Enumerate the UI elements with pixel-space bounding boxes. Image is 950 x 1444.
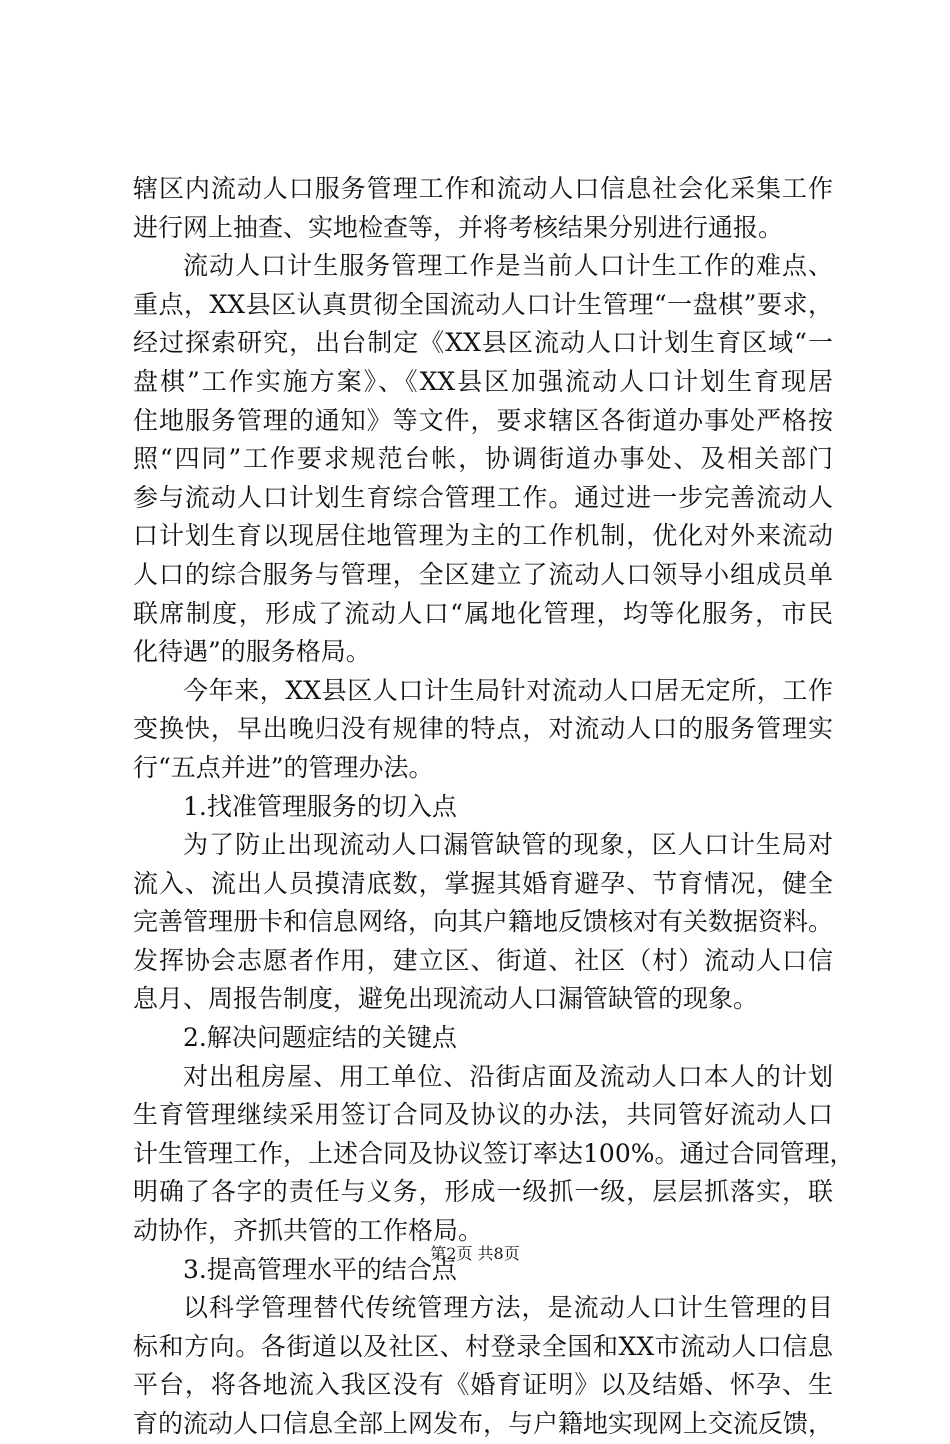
text-line: 化待遇”的服务格局。 <box>133 637 371 667</box>
text-line: 经过探索研究，出台制定《XX县区流动人口计划生育区域“一 <box>133 328 833 358</box>
text-line: 流动人口计生服务管理工作是当前人口计生工作的难点、 <box>183 251 833 281</box>
page-footer <box>0 1244 950 1264</box>
section-heading: 1.找准管理服务的切入点 <box>183 791 457 821</box>
text-line: 完善管理册卡和信息网络，向其户籍地反馈核对有关数据资料。 <box>133 907 834 937</box>
section-heading: 3.提高管理水平的结合点 <box>183 1254 457 1284</box>
text-line: 为了防止出现流动人口漏管缺管的现象，区人口计生局对 <box>183 830 833 860</box>
text-line: 行“五点并进”的管理办法。 <box>133 752 434 782</box>
text-line: 人口的综合服务与管理，全区建立了流动人口领导小组成员单 <box>133 559 833 589</box>
text-line: 生育管理继续采用签订合同及协议的办法，共同管好流动人口 <box>133 1100 833 1130</box>
text-line: 平台，将各地流入我区没有《婚育证明》以及结婚、怀孕、生 <box>133 1370 833 1400</box>
page-number: 第2页 共8页 <box>430 1244 520 1263</box>
text-line: 口计划生育以现居住地管理为主的工作机制，优化对外来流动 <box>133 521 833 551</box>
text-line: 流入、流出人员摸清底数，掌握其婚育避孕、节育情况，健全 <box>133 868 833 898</box>
text-line: 发挥协会志愿者作用，建立区、街道、社区（村）流动人口信 <box>133 945 833 975</box>
text-line: 动协作，齐抓共管的工作格局。 <box>133 1216 484 1246</box>
text-line: 照“四同”工作要求规范台帐，协调街道办事处、及相关部门 <box>133 444 833 474</box>
text-line: 变换快，早出晚归没有规律的特点，对流动人口的服务管理实 <box>133 714 833 744</box>
text-line: 进行网上抽查、实地检查等，并将考核结果分别进行通报。 <box>133 212 784 242</box>
text-line: 育的流动人口信息全部上网发布，与户籍地实现网上交流反馈， <box>133 1409 834 1438</box>
text-line: 息月、周报告制度，避免出现流动人口漏管缺管的现象。 <box>133 984 759 1014</box>
text-line: 明确了各字的责任与义务，形成一级抓一级，层层抓落实，联 <box>133 1177 833 1207</box>
section-heading: 2.解决问题症结的关键点 <box>183 1023 457 1053</box>
text-line: 重点，XX县区认真贯彻全国流动人口计生管理“一盘棋”要求， <box>133 289 833 319</box>
text-line: 计生管理工作，上述合同及协议签订率达100%。通过合同管理， <box>133 1138 855 1168</box>
text-line: 今年来，XX县区人口计生局针对流动人口居无定所，工作 <box>183 675 833 705</box>
text-line: 以科学管理替代传统管理方法，是流动人口计生管理的目 <box>183 1293 833 1323</box>
text-line: 对出租房屋、用工单位、沿街店面及流动人口本人的计划 <box>183 1061 833 1091</box>
text-line: 联席制度，形成了流动人口“属地化管理，均等化服务，市民 <box>133 598 833 628</box>
text-line: 标和方向。各街道以及社区、村登录全国和XX市流动人口信息 <box>133 1331 833 1361</box>
text-line: 参与流动人口计划生育综合管理工作。通过进一步完善流动人 <box>133 482 833 512</box>
text-line: 盘棋”工作实施方案》、《XX县区加强流动人口计划生育现居 <box>133 366 833 396</box>
text-line: 住地服务管理的通知》等文件，要求辖区各街道办事处严格按 <box>133 405 833 435</box>
text-line: 辖区内流动人口服务管理工作和流动人口信息社会化采集工作 <box>133 174 833 203</box>
